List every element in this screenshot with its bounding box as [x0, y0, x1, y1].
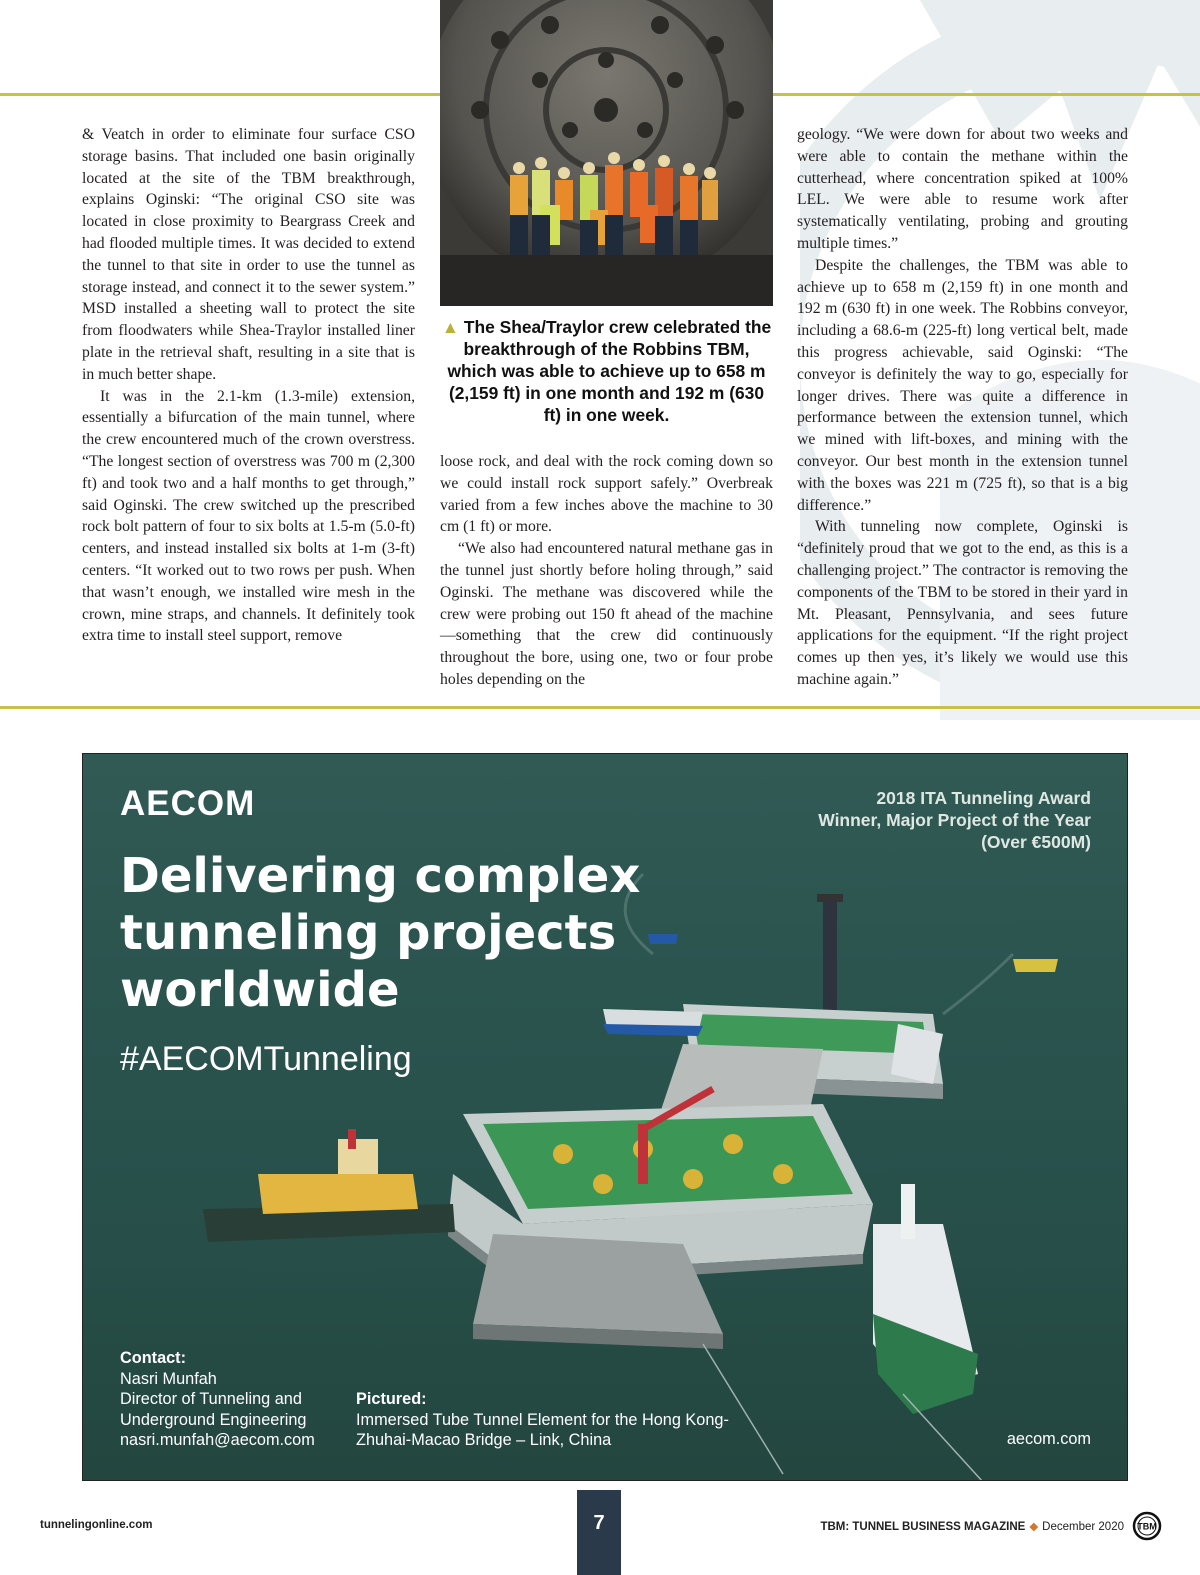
- contact-email-link[interactable]: nasri.munfah@aecom.com: [120, 1431, 315, 1449]
- tbm-crew-photo: [440, 0, 773, 306]
- contact-block: [120, 1348, 350, 1451]
- paragraph: With tunneling now complete, Oginski is “definitely proud that we got to the end, as this is a challenging project.” The contractor is removing the components of the TBM to be stored in their yard in Mt. Pleasant, Pennsylvania, and sees future applications for the equipment. “If the right project comes up then yes, it’s likely we would use this machine again.”: [797, 518, 1128, 688]
- contact-title: Director of Tunneling and Underground Engineering: [120, 1390, 307, 1429]
- pictured-label: Pictured:: [356, 1390, 427, 1408]
- article-column-2: [440, 451, 773, 691]
- paragraph: geology. “We were down for about two weeks and were able to contain the methane within the cutterhead, where concentration spiked at 100% LEL. We were able to resume work after systematically ventilating, probing and grouting multiple times.”: [797, 126, 1128, 252]
- paragraph: It was in the 2.1-km (1.3-mile) extension, essentially a bifurcation of the main tunnel, where the crew encountered much of the crown overstress. “The longest section of overstress was 700 m (2,300 ft) and took two and a half months to get through,” said Oginski. The crew switched up the prescribed rock bolt pattern of four to six bolts at 1.5-m (5.0-ft) centers, and instead installed six bolts at 1-m (3-ft) centers. “It worked out to two rows per push. When that wasn’t enough, we installed wire mesh in the crown, mine straps, and channels. It definitely took extra time to install steel support, remove: [82, 387, 415, 645]
- article-column-3: [797, 124, 1128, 691]
- footer-date: December 2020: [1042, 1521, 1124, 1533]
- tbm-logo-icon: [1132, 1511, 1162, 1541]
- page-number: 7: [577, 1490, 621, 1575]
- footer-magazine-name: TBM: TUNNEL BUSINESS MAGAZINE: [820, 1521, 1026, 1533]
- paragraph: “We also had encountered natural methane gas in the tunnel just shortly before holing through,” said Oginski. The methane was discovered while the crew were probing out 150 ft ahead of the machine—something that the crew did continuously throughout the bore, using one, two or four probe holes depending on the: [440, 540, 773, 688]
- tbm-logo-text: TBM: [1137, 1521, 1157, 1532]
- caption-text: The Shea/Traylor crew celebrated the breakthrough of the Robbins TBM, which was able to achieve up to 658 m (2,159 ft) in one month and 192 m (630 ft) in one week.: [447, 317, 772, 425]
- caption-marker-icon: ▲: [441, 317, 459, 337]
- article-column-1: [82, 124, 415, 647]
- pictured-text: Immersed Tube Tunnel Element for the Hong Kong-Zhuhai-Macao Bridge – Link, China: [356, 1410, 729, 1449]
- ad-headline: Delivering complex tunneling projects worldwide: [120, 848, 641, 1018]
- contact-label: Contact:: [120, 1349, 187, 1367]
- aecom-logo: AECOM: [120, 784, 256, 823]
- ad-url-link[interactable]: aecom.com: [1006, 1430, 1091, 1448]
- paragraph: & Veatch in order to eliminate four surface CSO storage basins. That included one basin originally located at the site of the TBM breakthrough, explains Oginski: “The original CSO site was located in close proximity to Beargrass Creek and had flooded multiple times. It was decided to extend the tunnel to that site in order to use the tunnel as storage instead, and connect it to the sewer system.” MSD installed a sheeting wall to protect the site from floodwaters while Shea-Traylor installed liner plate in the retrieval shaft, resulting in a site that is in much better shape.: [82, 126, 415, 383]
- ad-hashtag: #AECOMTunneling: [120, 1040, 412, 1078]
- footer-magazine-info: [820, 1519, 1124, 1533]
- award-text: 2018 ITA Tunneling Award Winner, Major Project of the Year (Over €500M): [818, 788, 1091, 852]
- photo-caption: [440, 316, 773, 426]
- pictured-block: [356, 1389, 736, 1451]
- contact-name: Nasri Munfah: [120, 1369, 217, 1388]
- footer-site-link[interactable]: tunnelingonline.com: [40, 1519, 153, 1531]
- paragraph: loose rock, and deal with the rock coming down so we could install rock support safely.” Overbreak varied from a few inches above the machine to 30 cm (1 ft) or more.: [440, 453, 773, 536]
- bottom-rule: [0, 706, 1200, 709]
- footer-diamond-icon: ◆: [1029, 1521, 1039, 1533]
- aecom-advertisement: [82, 753, 1128, 1481]
- paragraph: Despite the challenges, the TBM was able to achieve up to 658 m (2,159 ft) in one month and 192 m (630 ft) in one week. The Robbins conveyor, including a 68.6-m (225-ft) long vertical belt, made this progress achievable, said Oginski: “The conveyor is definitely the way to go, especially for longer drives. There was quite a difference in performance between the extension tunnel, which we mined with lift-boxes, and mining with the conveyor. Our best month in the extension tunnel with the boxes was 221 m (725 ft), so that is a big difference.”: [797, 256, 1128, 514]
